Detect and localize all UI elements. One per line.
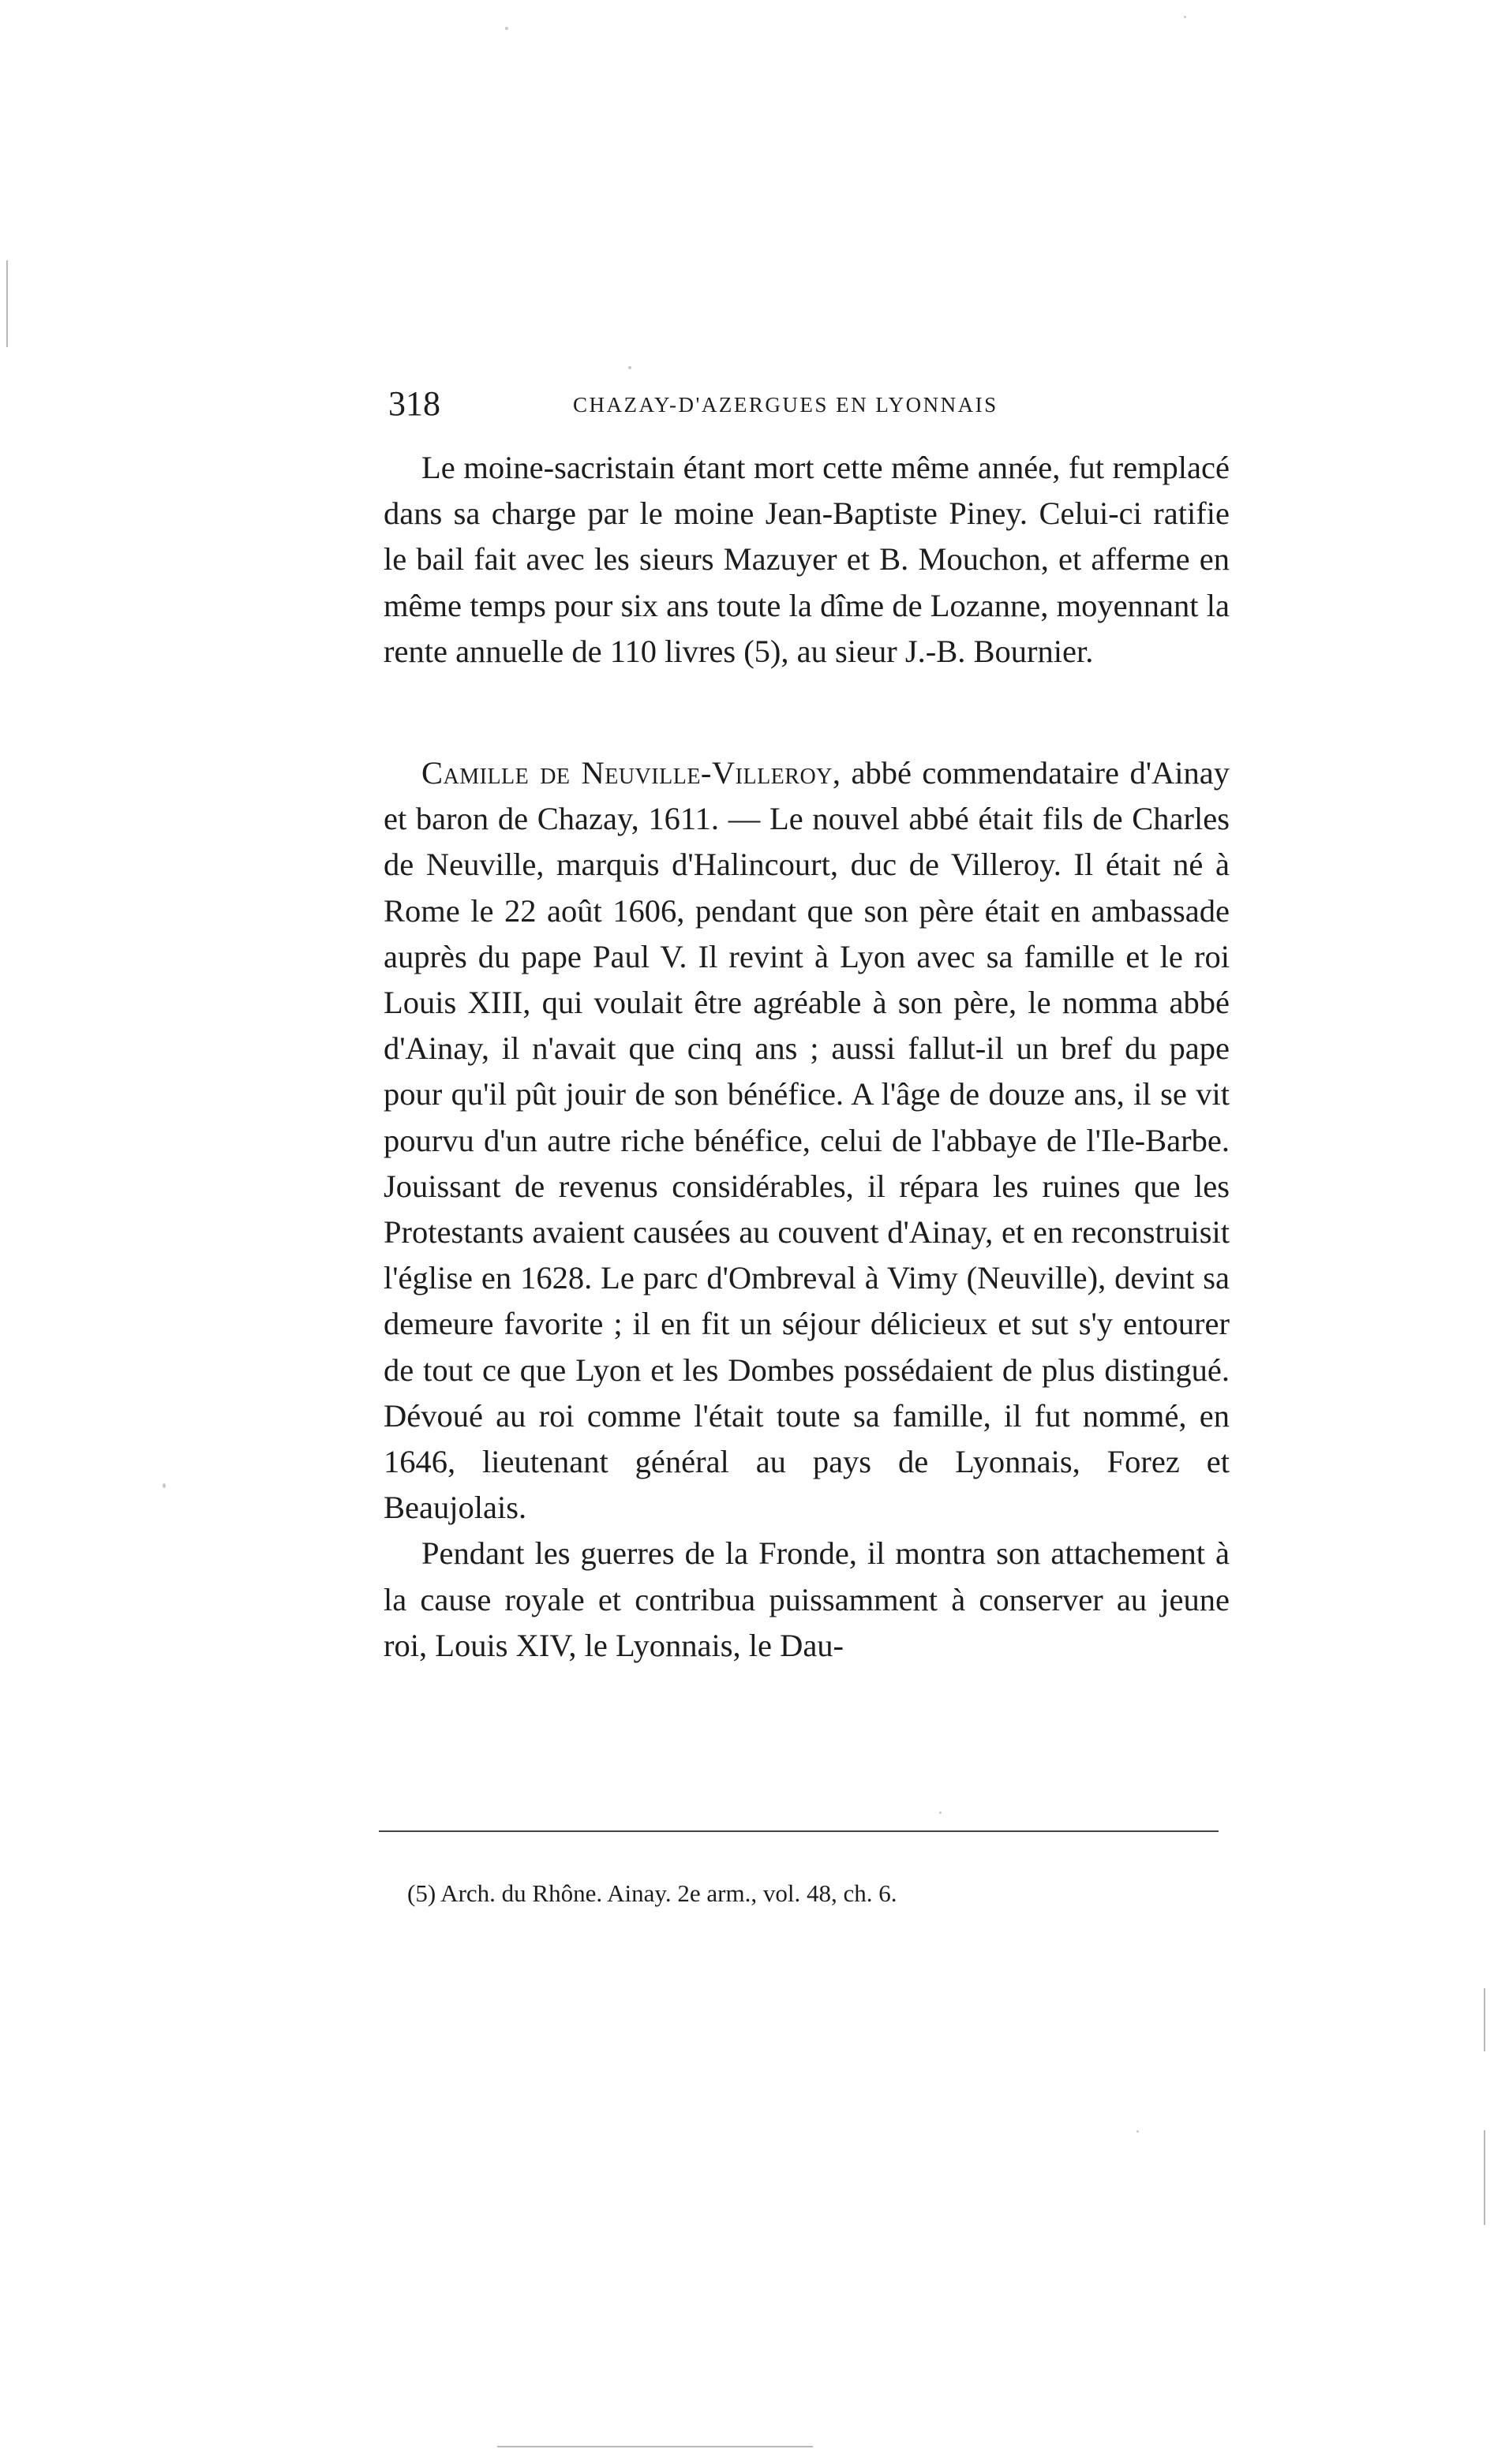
scan-speck bbox=[939, 1812, 942, 1814]
paragraph-sacristain bbox=[384, 445, 1230, 675]
page-header bbox=[388, 380, 1233, 428]
scan-speck bbox=[163, 1483, 166, 1488]
page-number: 318 bbox=[388, 384, 440, 423]
scan-speck bbox=[505, 27, 508, 30]
footnote-text: (5) Arch. du Rhône. Ainay. 2e arm., vol. 48, ch. 6. bbox=[407, 1879, 897, 1907]
scan-speck bbox=[1184, 16, 1186, 18]
footnote-divider bbox=[379, 1830, 1219, 1832]
scan-speck bbox=[1136, 2130, 1139, 2133]
paragraph-heading-name: Camille de Neuville-Villeroy bbox=[421, 755, 833, 791]
paragraph-text: Le moine-sacristain étant mort cette même année, fut remplacé dans sa charge par le moine Jean-Baptiste Piney. Celui-ci ratifie le bail fait avec les sieurs Mazuyer et B. Mouchon, et afferme en même temps pour six ans toute la dîme de Lozanne, moyennant la rente annuelle de 110 livres (5), au sieur J.-B. Bournier. bbox=[384, 450, 1230, 669]
scan-edge-mark bbox=[1484, 2130, 1485, 2225]
footnote bbox=[407, 1878, 1228, 1909]
paragraph-text: Pendant les guerres de la Fronde, il montra son attachement à la cause royale et contribua puissamment à conserver au jeune roi, Louis XIV, le Lyonnais, le Dau- bbox=[384, 1535, 1230, 1663]
scan-speck bbox=[628, 366, 631, 369]
paragraph-text: , abbé commendataire d'Ainay et baron de Chazay, 1611. — Le nouvel abbé était fils de Charles de Neuville, marquis d'Halincourt, duc de Villeroy. Il était né à Rome le 22 août 1606, pendant que son père était en ambassade auprès du pape Paul V. Il revint à Lyon avec sa famille et le roi Louis XIII, qui voulait être agréable à son père, le nomma abbé d'Ainay, il n'avait que cinq ans ; aussi fallut-il un bref du pape pour qu'il pût jouir de son bénéfice. A l'âge de douze ans, il se vit pourvu d'un autre riche bénéfice, celui de l'abbaye de l'Ile-Barbe. Jouissant de revenus considérables, il répara les ruines que les Protestants avaient causées au couvent d'Ainay, et en reconstruisit l'église en 1628. Le parc d'Ombreval à Vimy (Neuville), devint sa demeure favorite ; il en fit un séjour délicieux et sut s'y entourer de tout ce que Lyon et les Dombes possédaient de plus distingué. Dévoué au roi comme l'était toute sa famille, il fut nommé, en 1646, lieutenant général au pays de Lyonnais, Forez et Beaujolais. bbox=[384, 755, 1230, 1526]
body-text bbox=[384, 445, 1230, 1669]
paragraph-camille bbox=[384, 750, 1230, 1531]
scan-edge-mark bbox=[6, 260, 8, 347]
scan-edge-mark bbox=[497, 2446, 813, 2447]
paragraph-fronde bbox=[384, 1531, 1230, 1669]
scan-edge-mark bbox=[1484, 1988, 1485, 2051]
running-title: CHAZAY-D'AZERGUES EN LYONNAIS bbox=[573, 393, 998, 417]
